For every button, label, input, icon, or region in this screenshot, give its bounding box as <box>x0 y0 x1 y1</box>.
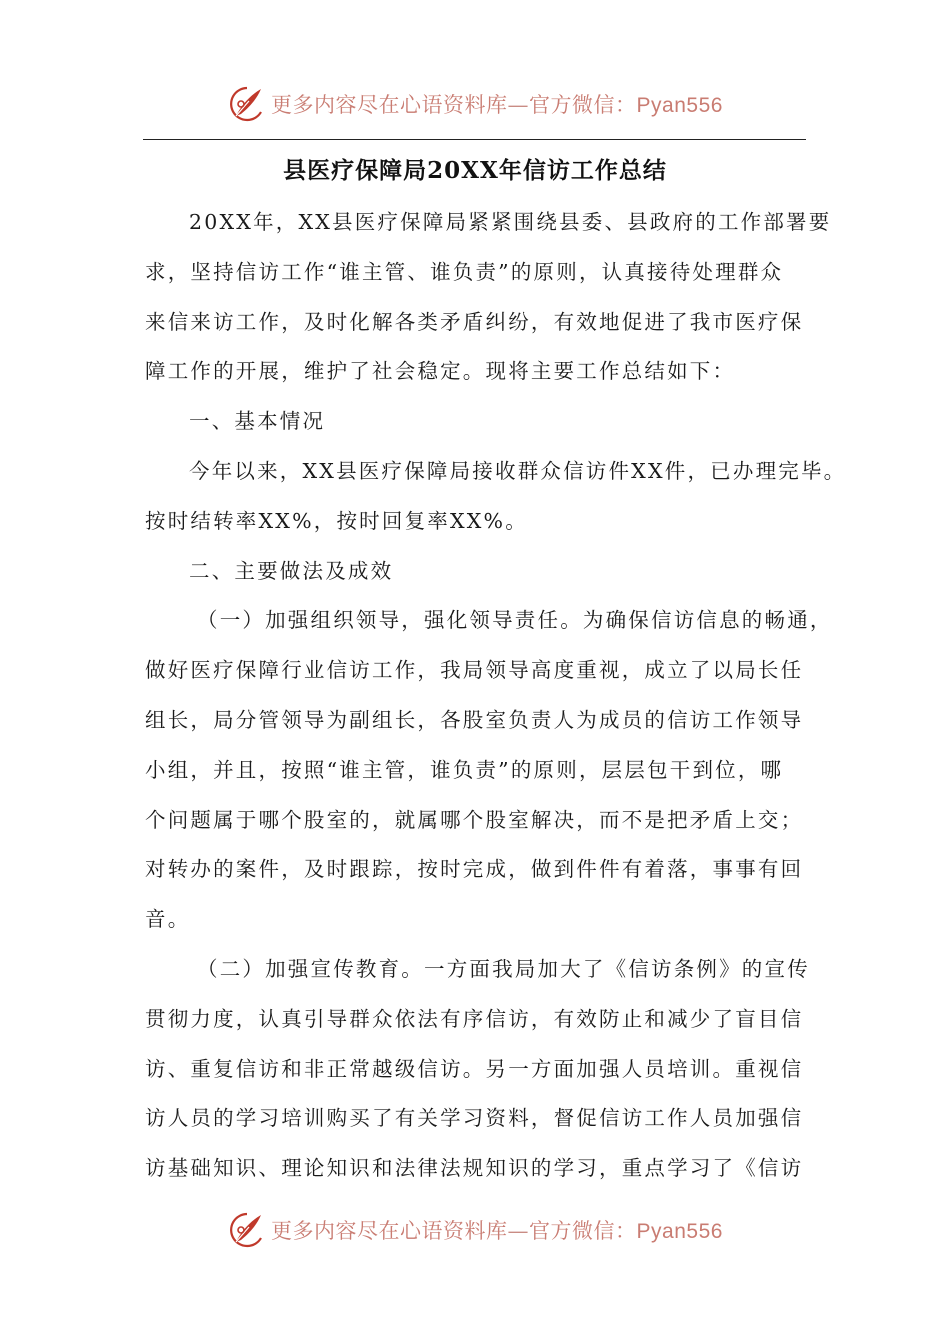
banner-wechat-label: 官方微信： <box>529 1219 637 1243</box>
footer-banner <box>0 1208 950 1252</box>
banner-wechat-label: 官方微信： <box>529 93 637 117</box>
paragraph-line: 个问题属于哪个股室的，就属哪个股室解决，而不是把矛盾上交； <box>145 807 804 832</box>
banner-site-text: 更多内容尽在心语资料库 <box>271 1219 508 1243</box>
quill-pen-logo-icon <box>227 84 267 124</box>
header-rule <box>143 139 806 140</box>
banner-handle: Pyan556 <box>636 1220 723 1243</box>
banner-handle: Pyan556 <box>636 94 723 117</box>
paragraph-line: 对转办的案件，及时跟踪，按时完成，做到件件有着落，事事有回 <box>145 857 804 882</box>
paragraph-line: 访人员的学习培训购买了有关学习资料，督促信访工作人员加强信 <box>145 1106 804 1131</box>
paragraph-line: 做好医疗保障行业信访工作，我局领导高度重视，成立了以局长任 <box>145 658 804 683</box>
document-title: 县医疗保障局20XX年信访工作总结 <box>283 157 667 184</box>
paragraph-line: 访、重复信访和非正常越级信访。另一方面加强人员培训。重视信 <box>145 1056 804 1081</box>
paragraph-line: 来信来访工作，及时化解各类矛盾纠纷，有效地促进了我市医疗保 <box>145 309 804 334</box>
paragraph-line: 20XX年，XX县医疗保障局紧紧围绕县委、县政府的工作部署要 <box>189 210 832 234</box>
document-body <box>145 198 847 1194</box>
paragraph-line: （一）加强组织领导，强化领导责任。为确保信访信息的畅通， <box>197 608 833 633</box>
header-banner <box>0 82 950 126</box>
paragraph-line: 音。 <box>145 907 191 932</box>
banner-text <box>271 89 723 119</box>
banner-text <box>271 1215 723 1245</box>
quill-pen-logo-icon <box>227 1210 267 1250</box>
banner-separator: — <box>507 1219 530 1243</box>
section-heading: 二、主要做法及成效 <box>189 558 394 583</box>
paragraph-line: 组长，局分管领导为副组长，各股室负责人为成员的信访工作领导 <box>145 707 804 732</box>
paragraph-line: 求，坚持信访工作“谁主管、谁负责”的原则，认真接待处理群众 <box>145 259 784 284</box>
paragraph-line: （二）加强宣传教育。一方面我局加大了《信访条例》的宣传 <box>197 956 810 981</box>
paragraph-line: 贯彻力度，认真引导群众依法有序信访，有效防止和减少了盲目信 <box>145 1006 804 1031</box>
section-heading: 一、基本情况 <box>189 409 326 434</box>
banner-site-text: 更多内容尽在心语资料库 <box>271 93 508 117</box>
paragraph-line: 访基础知识、理论知识和法律法规知识的学习，重点学习了《信访 <box>145 1156 804 1181</box>
paragraph-line: 按时结转率XX%，按时回复率XX%。 <box>145 508 528 533</box>
banner-separator: — <box>507 93 530 117</box>
paragraph-line: 小组，并且，按照“谁主管，谁负责”的原则，层层包干到位，哪 <box>145 757 784 782</box>
paragraph-line: 障工作的开展，维护了社会稳定。现将主要工作总结如下： <box>145 359 736 384</box>
paragraph-line: 今年以来，XX县医疗保障局接收群众信访件XX件，已办理完毕。 <box>189 458 847 483</box>
